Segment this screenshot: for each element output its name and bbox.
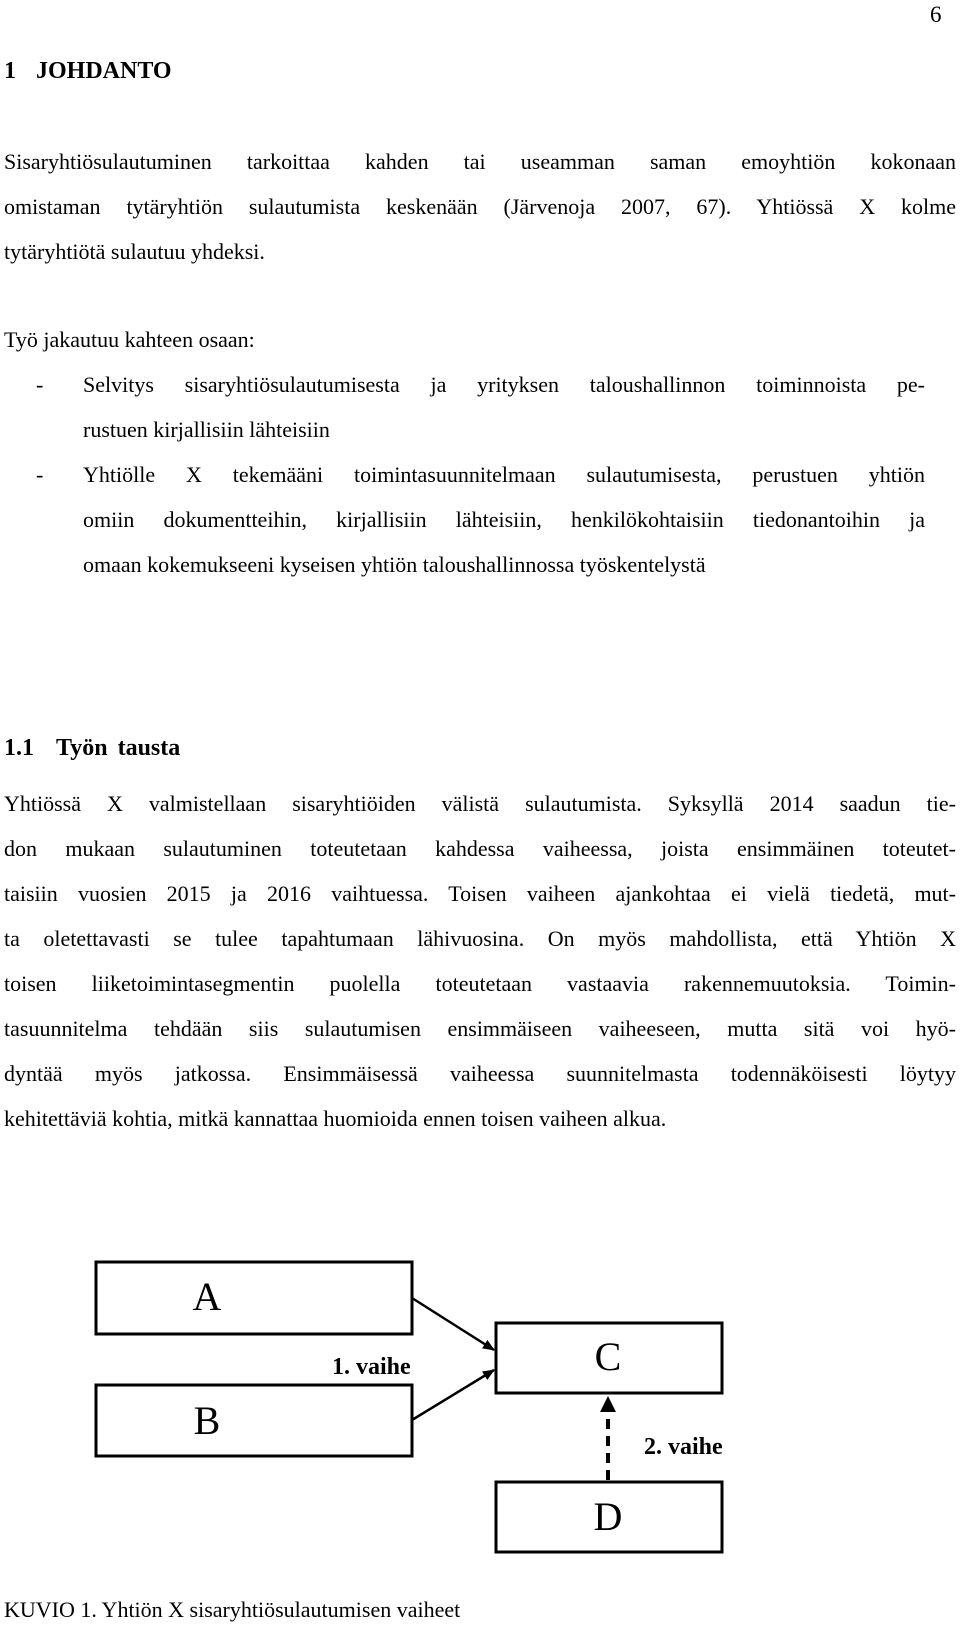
background-line: dyntää myös jatkossa. Ensimmäisessä vaiheessa suunnitelmasta todennäköisesti löytyy <box>4 1061 956 1086</box>
phase2-label: 2. vaihe <box>644 1434 723 1460</box>
list-item-line: Selvitys sisaryhtiösulautumisesta ja yrityksen taloushallinnon toiminnoista pe- <box>83 372 925 397</box>
list-item-line: Yhtiölle X tekemääni toimintasuunnitelmaan sulautumisesta, perustuen yhtiön <box>83 462 925 487</box>
list-dash: - <box>36 372 44 397</box>
page-number: 6 <box>930 2 942 27</box>
background-line: don mukaan sulautuminen toteutetaan kahdessa vaiheessa, joista ensimmäinen toteutet- <box>4 836 956 861</box>
list-item-line: omaan kokemukseeni kyseisen yhtiön taloushallinnossa työskentelystä <box>83 552 706 577</box>
arrow-d-to-c-head <box>600 1396 616 1412</box>
list-item-line: omiin dokumentteihin, kirjallisiin lähteisiin, henkilökohtaisiin tiedonantoihin ja <box>83 507 925 532</box>
box-d-label: D <box>593 1494 623 1539</box>
box-b <box>96 1385 412 1456</box>
arrow-b-to-c <box>412 1370 494 1420</box>
chapter-number: 1 <box>4 58 16 84</box>
intro-line: omistaman tytäryhtiön sulautumista keskenään (Järvenoja 2007, 67). Yhtiössä X kolme <box>4 194 956 219</box>
section-number: 1.1 <box>4 735 34 761</box>
list-item-line: rustuen kirjallisiin lähteisiin <box>83 417 330 442</box>
background-line: toisen liiketoimintasegmentin puolella toteutetaan vastaavia rakennemuutoksia. Toimin- <box>4 971 956 996</box>
background-line: tasuunnitelma tehdään siis sulautumisen ensimmäiseen vaiheeseen, mutta sitä voi hyö- <box>4 1016 956 1041</box>
intro-line: Sisaryhtiösulautuminen tarkoittaa kahden tai useamman saman emoyhtiön kokonaan <box>4 149 956 174</box>
background-line: ta oletettavasti se tulee tapahtumaan lähivuosina. On myös mahdollista, että Yhtiön X <box>4 926 956 951</box>
intro-line: tytäryhtiötä sulautuu yhdeksi. <box>4 239 265 264</box>
background-line: kehitettäviä kohtia, mitkä kannattaa huomioida ennen toisen vaiheen alkua. <box>4 1106 667 1131</box>
chapter-title: JOHDANTO <box>36 58 172 84</box>
figure-caption: KUVIO 1. Yhtiön X sisaryhtiösulautumisen vaiheet <box>4 1597 461 1622</box>
background-line: Yhtiössä X valmistellaan sisaryhtiöiden välistä sulautumista. Syksyllä 2014 saadun tie- <box>4 791 956 816</box>
section-title: Työn tausta <box>56 735 181 761</box>
structure-intro: Työ jakautuu kahteen osaan: <box>4 327 255 352</box>
list-dash: - <box>36 462 44 487</box>
phase1-label: 1. vaihe <box>332 1354 411 1380</box>
box-c <box>496 1323 722 1393</box>
box-b-label: B <box>193 1398 221 1443</box>
box-a <box>96 1262 412 1334</box>
box-a-label: A <box>192 1274 222 1319</box>
background-line: taisiin vuosien 2015 ja 2016 vaihtuessa. Toisen vaiheen ajankohtaa ei vielä tiedetä, mut- <box>4 881 956 906</box>
box-c-label: C <box>594 1334 622 1379</box>
arrow-a-to-c <box>412 1298 494 1350</box>
box-d <box>496 1482 722 1552</box>
